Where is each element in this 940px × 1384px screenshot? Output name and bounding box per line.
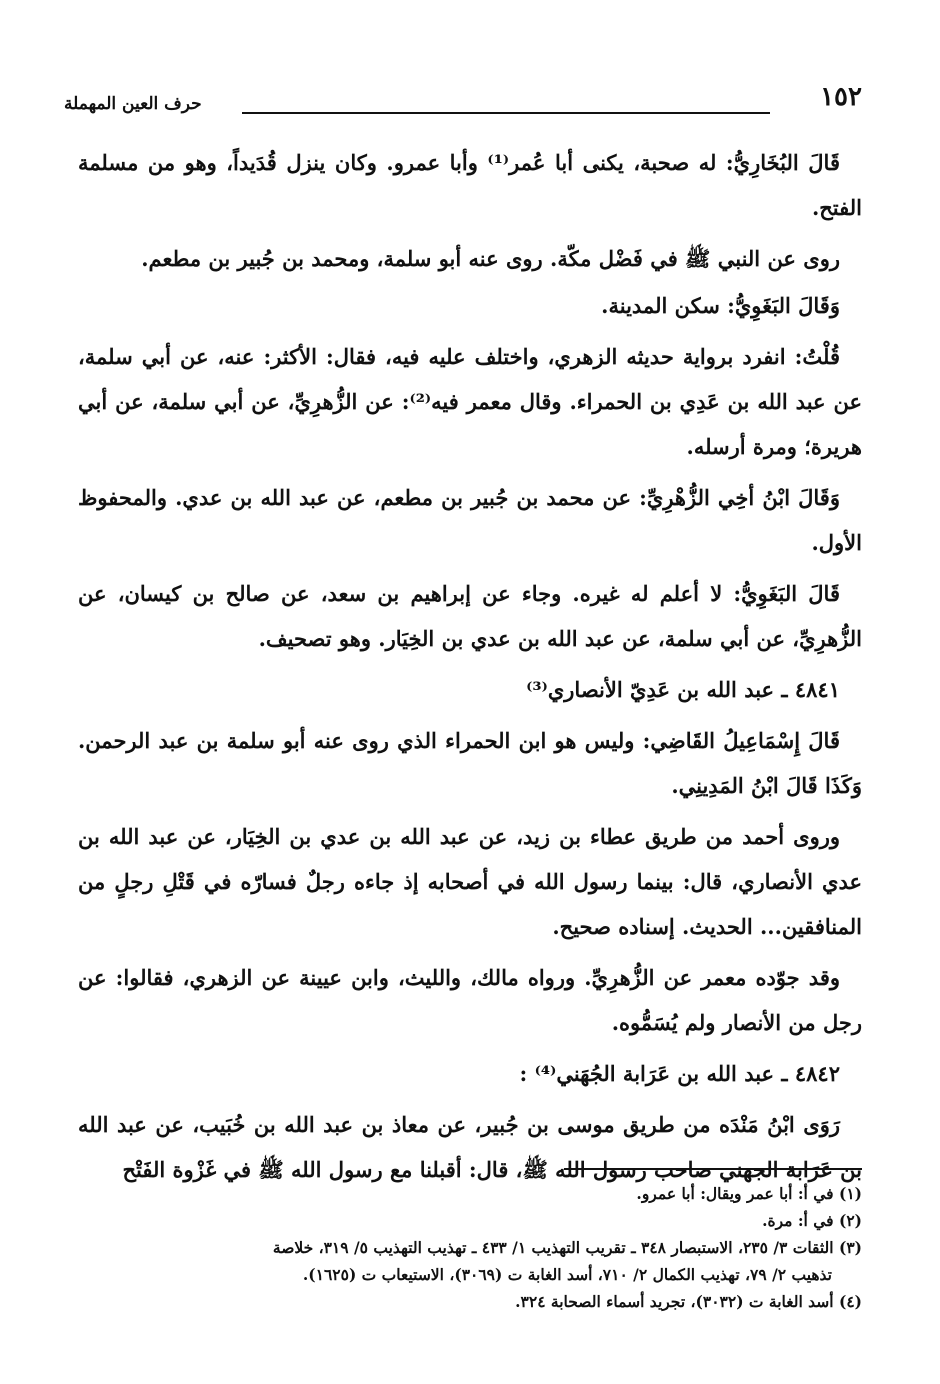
footnote-separator xyxy=(564,1168,862,1170)
paragraph: قُلْتُ: انفرد برواية حديثه الزهري، واختلف عليه فيه، فقال: الأكثر: عنه، عن أبي سلمة، عن عبد الله بن عَدِي بن الحمراء. وقال معمر فيه⁽²⁾: عن الزُّهرِيِّ، عن أبي سلمة، عن أبي هريرة؛ ومرة أرسله. xyxy=(78,344,862,459)
entry-heading: ٤٨٤١ ـ عبد الله بن عَدِيّ الأنصاري⁽³⁾ xyxy=(526,677,840,702)
footnote: (٢) في أ: مرة. xyxy=(762,1211,862,1230)
main-text xyxy=(78,140,862,1198)
paragraph: قَالَ إِسْمَاعِيلُ القَاضِي: وليس هو ابن الحمراء الذي روى عنه أبو سلمة بن عبد الرحمن. وَكَذَا قَالَ ابْنُ المَدِينِي. xyxy=(78,728,862,798)
paragraph: روى عن النبي ﷺ في فَضْل مكّة. روى عنه أبو سلمة، ومحمد بن جُبير بن مطعم. xyxy=(141,246,840,271)
paragraph: قَالَ البَغَوِيُّ: لا أعلم له غيره. وجاء عن إبراهيم بن سعد، عن صالح بن كيسان، عن الزُّهرِيِّ، عن أبي سلمة، عن عبد الله بن عدي بن الخِيَار. وهو تصحيف. xyxy=(78,581,862,651)
entry-heading: ٤٨٤٢ ـ عبد الله بن عَرَابة الجُهَني⁽⁴⁾ : xyxy=(519,1061,840,1086)
paragraph: وقد جوّده معمر عن الزُّهرِيِّ. ورواه مالك، والليث، وابن عيينة عن الزهري، فقالوا: عن رجل من الأنصار ولم يُسَمُّوه. xyxy=(78,965,862,1035)
footnotes xyxy=(78,1180,862,1315)
page-number: ١٥٢ xyxy=(820,82,862,112)
paragraph: وروى أحمد من طريق عطاء بن زيد، عن عبد الله بن عدي بن الخِيَار، عن عبد الله بن عدي الأنصاري، قال: بينما رسول الله في أصحابه إذ جاءه رجلٌ فسارّه في قَتْلِ رجلٍ من المنافقين... الحديث. إسناده صحيح. xyxy=(78,824,862,939)
paragraph: وَقَالَ البَغَوِيُّ: سكن المدينة. xyxy=(601,293,840,318)
footnote: (٣) الثقات ٣/ ٢٣٥، الاستبصار ٣٤٨ ـ تقريب التهذيب ١/ ٤٣٣ ـ تهذيب التهذيب ٥/ ٣١٩، خلاصة xyxy=(272,1238,862,1257)
page-header xyxy=(64,82,862,122)
header-rule xyxy=(242,112,770,114)
footnote: (١) في أ: أبا عمر ويقال: أبا عمرو. xyxy=(636,1184,862,1203)
paragraph: رَوَى ابْنُ مَنْدَه من طريق موسى بن جُبير، عن معاذ بن عبد الله بن خُبَيب، عن عبد الله بن عَرَابة الجهني صاحب رسول الله ﷺ، قال: أقبلنا مع رسول الله ﷺ في غَزْوة الفَتْح xyxy=(78,1112,862,1182)
footnote-continuation: تذهيب ٢/ ٧٩، تهذيب الكمال ٢/ ٧١٠، أسد الغابة ت (٣٠٦٩)، الاستيعاب ت (١٦٢٥). xyxy=(302,1265,832,1284)
footnote: (٤) أسد الغابة ت (٣٠٣٢)، تجريد أسماء الصحابة ٣٢٤. xyxy=(515,1292,862,1311)
paragraph: قَالَ البُخَارِيُّ: له صحبة، يكنى أبا عُمر⁽¹⁾ وأبا عمرو. وكان ينزل قُدَيداً، وهو من مسلمة الفتح. xyxy=(78,150,862,220)
running-title: حرف العين المهملة xyxy=(64,94,202,114)
paragraph: وَقَالَ ابْنُ أخِي الزُّهْرِيِّ: عن محمد بن جُبير بن مطعم، عن عبد الله بن عدي. والمحفوظ الأول. xyxy=(78,485,862,555)
